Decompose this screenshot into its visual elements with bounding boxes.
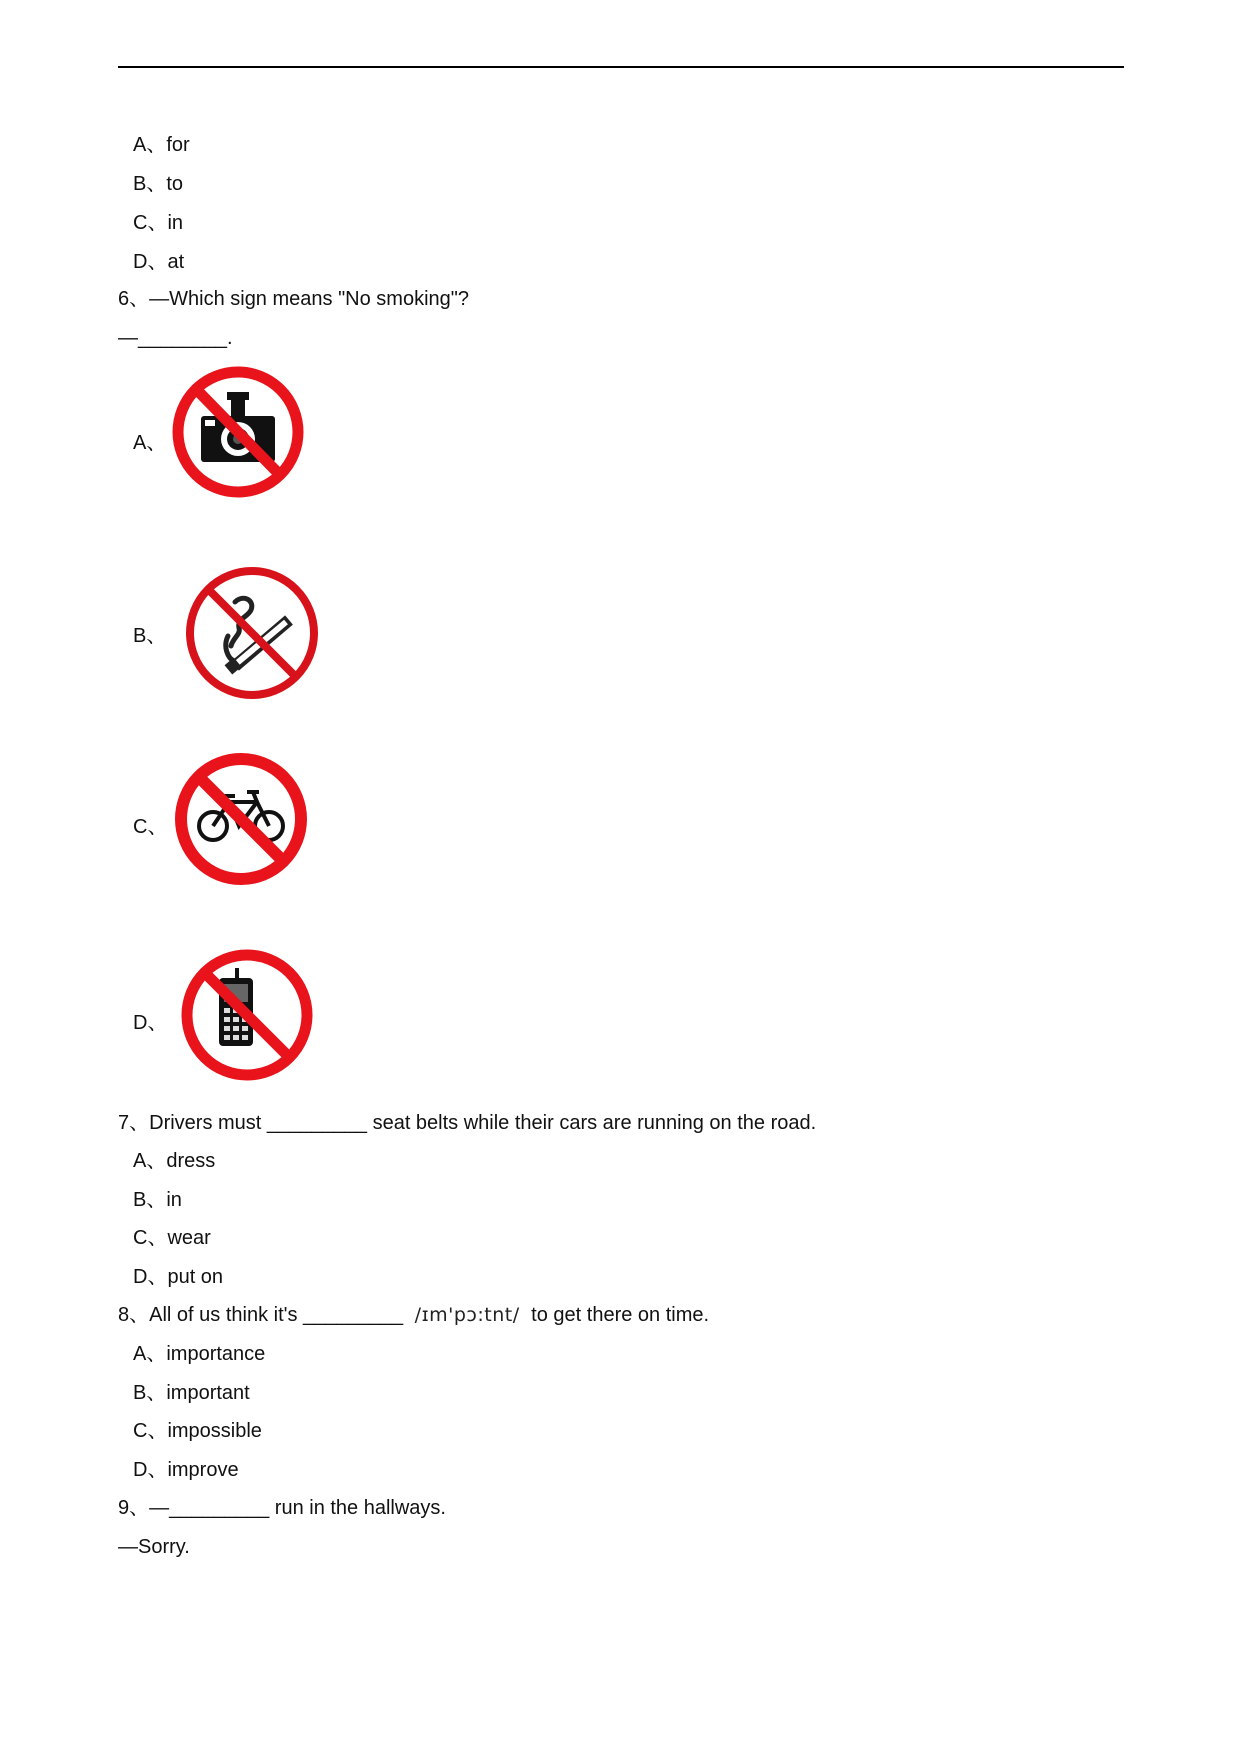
q9-stem: 9、—_________ run in the hallways. xyxy=(118,1497,446,1519)
q6-answer-line: —________. xyxy=(118,327,233,349)
q8-phonetic: /ɪm'pɔ:tnt/ xyxy=(414,1304,520,1326)
q8-option-a[interactable]: A、importance xyxy=(133,1343,266,1365)
q5-option-d[interactable]: D、at xyxy=(133,251,185,273)
no-smoking-sign-icon xyxy=(183,562,321,704)
q5-option-b[interactable]: B、to xyxy=(133,173,184,195)
q6-stem: 6、—Which sign means "No smoking"? xyxy=(118,288,469,310)
q8-stem xyxy=(118,1302,709,1328)
no-bicycle-sign-icon xyxy=(173,750,309,888)
q7-option-c[interactable]: C、wear xyxy=(133,1227,211,1249)
q9-reply: —Sorry. xyxy=(118,1536,190,1558)
header-rule xyxy=(118,66,1124,68)
no-phone-sign-icon xyxy=(179,946,315,1084)
q6-option-c-label: C、 xyxy=(133,816,168,838)
q6-option-b-label: B、 xyxy=(133,625,167,647)
q8-stem-after: to get there on time. xyxy=(531,1304,710,1326)
no-camera-sign-icon xyxy=(171,364,305,500)
q6-option-a-label: A、 xyxy=(133,432,167,454)
q8-stem-before: 8、All of us think it's _________ xyxy=(118,1304,404,1326)
q5-option-a[interactable]: A、for xyxy=(133,134,190,156)
q7-option-d[interactable]: D、put on xyxy=(133,1266,224,1288)
q7-option-b[interactable]: B、in xyxy=(133,1189,182,1211)
q7-stem: 7、Drivers must _________ seat belts while their cars are running on the road. xyxy=(118,1112,817,1134)
q5-option-c[interactable]: C、in xyxy=(133,212,184,234)
q8-option-d[interactable]: D、improve xyxy=(133,1459,239,1481)
q8-option-b[interactable]: B、important xyxy=(133,1382,250,1404)
q6-option-d-label: D、 xyxy=(133,1012,168,1034)
q8-option-c[interactable]: C、impossible xyxy=(133,1420,262,1442)
q7-option-a[interactable]: A、dress xyxy=(133,1150,216,1172)
